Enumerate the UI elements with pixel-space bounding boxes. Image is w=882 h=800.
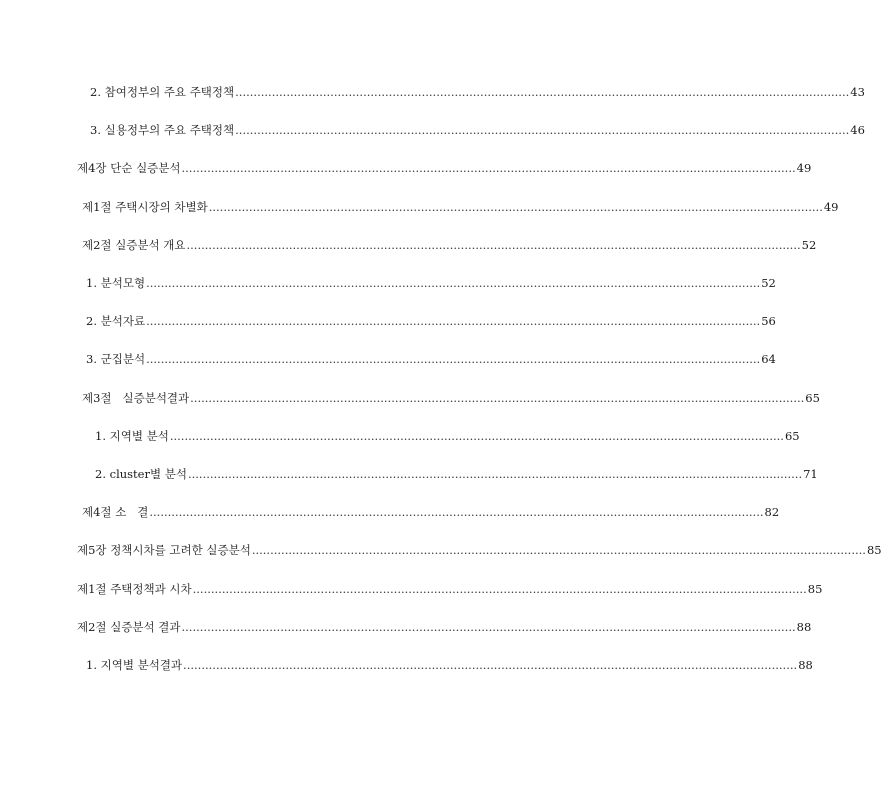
toc-entry bbox=[77, 542, 882, 558]
toc-entry-label: 2. 참여정부의 주요 주택정책 bbox=[90, 85, 235, 99]
toc-entry-page: 82 bbox=[764, 505, 780, 519]
toc-entry bbox=[90, 122, 865, 138]
toc-entry-label: 제5장 정책시차를 고려한 실증분석 bbox=[77, 543, 251, 557]
leader-dots: ........................................................................................................................................................................ bbox=[235, 85, 850, 99]
toc-entry-label: 1. 지역별 분석결과 bbox=[86, 658, 183, 672]
toc-entry-label: 제4절 소 결 bbox=[82, 505, 149, 519]
toc-entry-label: 2. 분석자료 bbox=[86, 314, 146, 328]
toc-entry bbox=[86, 351, 776, 367]
toc-entry-label: 1. 지역별 분석 bbox=[95, 429, 169, 443]
toc-entry-label: 제2절 실증분석 결과 bbox=[77, 620, 181, 634]
toc-entry-page: 52 bbox=[761, 276, 776, 290]
leader-dots: ........................................................................................................................................................................ bbox=[251, 543, 866, 557]
toc-entry bbox=[82, 504, 780, 520]
toc-entry-page: 46 bbox=[850, 123, 865, 137]
toc-entry bbox=[95, 466, 818, 482]
toc-entry bbox=[86, 275, 776, 291]
toc-entry-page: 88 bbox=[796, 620, 812, 634]
leader-dots: ........................................................................................................................................................................ bbox=[181, 161, 796, 175]
toc-entry bbox=[77, 581, 823, 597]
leader-dots: ........................................................................................................................................................................ bbox=[190, 391, 805, 405]
toc-entry-label: 제4장 단순 실증분석 bbox=[77, 161, 181, 175]
toc-entry-page: 71 bbox=[803, 467, 818, 481]
toc-entry bbox=[77, 619, 812, 635]
leader-dots: ........................................................................................................................................................................ bbox=[181, 620, 796, 634]
toc-entry bbox=[82, 390, 820, 406]
toc-entry-label: 제3절 실증분석결과 bbox=[82, 391, 190, 405]
toc-entry bbox=[82, 199, 839, 215]
toc-entry bbox=[77, 160, 812, 176]
toc-entry-page: 56 bbox=[761, 314, 776, 328]
leader-dots: ........................................................................................................................................................................ bbox=[208, 200, 823, 214]
toc-entry-page: 49 bbox=[823, 200, 839, 214]
toc-entry-label: 제2절 실증분석 개요 bbox=[82, 238, 186, 252]
leader-dots: ........................................................................................................................................................................ bbox=[192, 582, 807, 596]
toc-entry bbox=[86, 657, 813, 673]
toc-entry-label: 2. cluster별 분석 bbox=[95, 467, 187, 481]
toc-entry-label: 3. 군집분석 bbox=[86, 352, 146, 366]
toc-entry-label: 1. 분석모형 bbox=[86, 276, 146, 290]
leader-dots: ........................................................................................................................................................................ bbox=[146, 314, 761, 328]
toc-entry-page: 43 bbox=[850, 85, 865, 99]
toc-entry bbox=[95, 428, 800, 444]
toc-entry-page: 88 bbox=[798, 658, 813, 672]
toc-entry bbox=[90, 84, 865, 100]
toc-entry-label: 제1절 주택정책과 시차 bbox=[77, 582, 192, 596]
toc-entry-label: 3. 실용정부의 주요 주택정책 bbox=[90, 123, 235, 137]
toc-entry-page: 52 bbox=[801, 238, 817, 252]
toc-entry bbox=[86, 313, 776, 329]
toc-entry bbox=[82, 237, 817, 253]
leader-dots: ........................................................................................................................................................................ bbox=[146, 352, 761, 366]
toc-entry-label: 제1절 주택시장의 차별화 bbox=[82, 200, 208, 214]
leader-dots: ........................................................................................................................................................................ bbox=[187, 467, 803, 481]
toc-entry-page: 65 bbox=[805, 391, 820, 405]
leader-dots: ........................................................................................................................................................................ bbox=[183, 658, 798, 672]
toc-entry-page: 49 bbox=[796, 161, 812, 175]
toc-entry-page: 85 bbox=[866, 543, 882, 557]
toc-entry-page: 64 bbox=[761, 352, 776, 366]
toc-entry-page: 85 bbox=[807, 582, 823, 596]
leader-dots: ........................................................................................................................................................................ bbox=[169, 429, 784, 443]
leader-dots: ........................................................................................................................................................................ bbox=[235, 123, 850, 137]
leader-dots: ........................................................................................................................................................................ bbox=[149, 505, 764, 519]
leader-dots: ........................................................................................................................................................................ bbox=[186, 238, 801, 252]
toc-entry-page: 65 bbox=[784, 429, 800, 443]
leader-dots: ........................................................................................................................................................................ bbox=[146, 276, 761, 290]
